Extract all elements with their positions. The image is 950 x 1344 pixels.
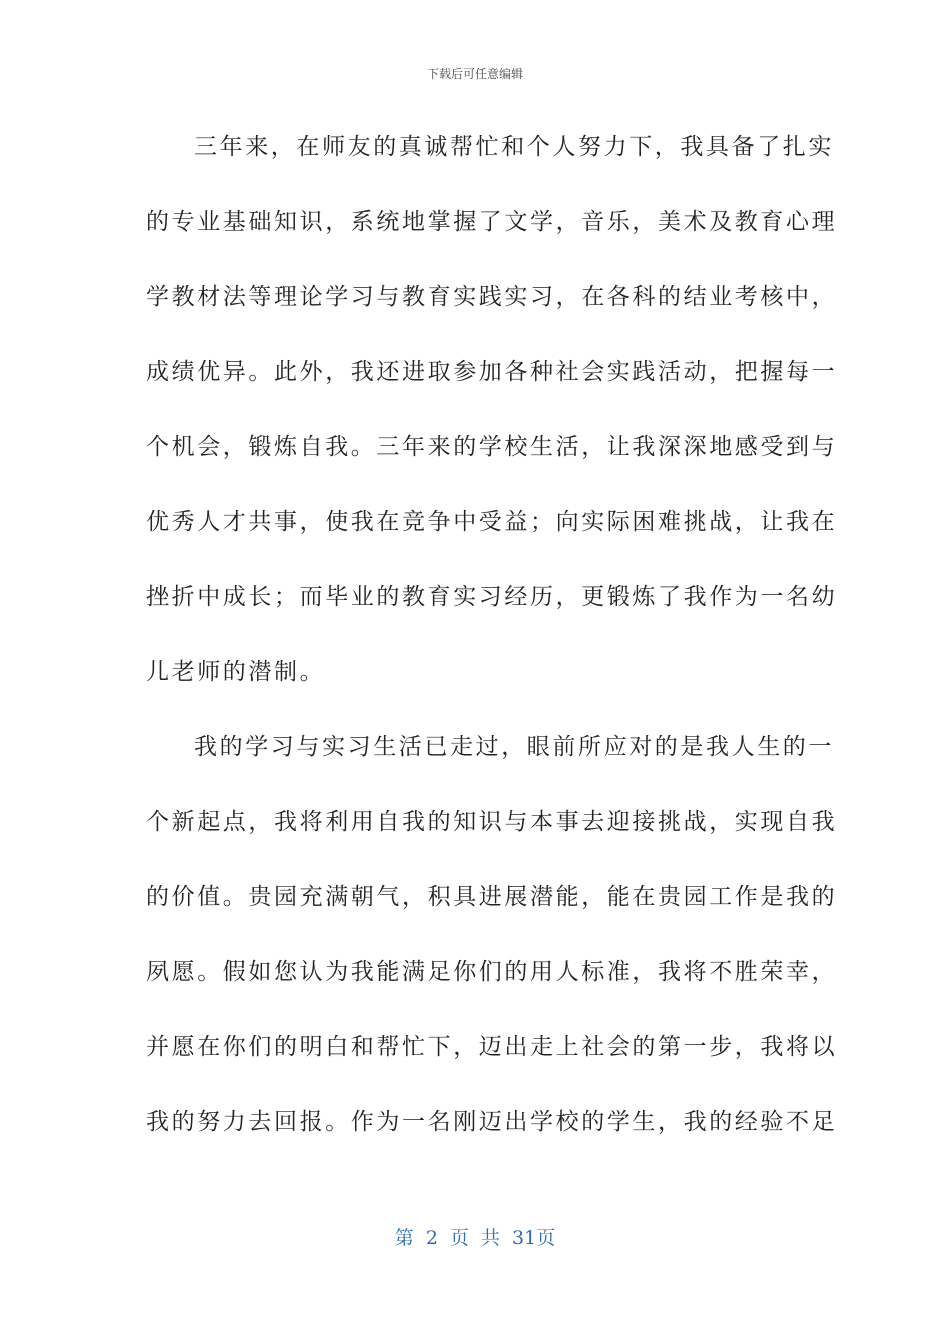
text-line: 挫折中成长；而毕业的教育实习经历，更锻炼了我作为一名幼 bbox=[146, 584, 838, 610]
paragraph bbox=[146, 724, 838, 1174]
text-line: 夙愿。假如您认为我能满足你们的用人标准，我将不胜荣幸， bbox=[146, 959, 838, 985]
text-line: 个新起点，我将利用自我的知识与本事去迎接挑战，实现自我 bbox=[146, 809, 838, 835]
text-line: 成绩优异。此外，我还进取参加各种社会实践活动，把握每一 bbox=[146, 359, 838, 385]
page-number-footer: 第 2 页 共 31页 bbox=[394, 1227, 556, 1249]
paragraph bbox=[146, 124, 838, 724]
text-line: 我的努力去回报。作为一名刚迈出学校的学生，我的经验不足 bbox=[146, 1109, 838, 1135]
page-header: 下载后可任意编辑 bbox=[426, 67, 523, 81]
text-line: 的价值。贵园充满朝气，积具进展潜能，能在贵园工作是我的 bbox=[146, 884, 838, 910]
text-line: 个机会，锻炼自我。三年来的学校生活，让我深深地感受到与 bbox=[146, 434, 838, 460]
text-line: 儿老师的潜制。 bbox=[146, 659, 326, 685]
text-line: 学教材法等理论学习与教育实践实习，在各科的结业考核中， bbox=[146, 284, 838, 310]
text-line: 优秀人才共事，使我在竞争中受益；向实际困难挑战，让我在 bbox=[146, 509, 838, 535]
document-body bbox=[146, 124, 838, 1174]
text-line: 并愿在你们的明白和帮忙下，迈出走上社会的第一步，我将以 bbox=[146, 1034, 838, 1060]
text-line: 三年来，在师友的真诚帮忙和个人努力下，我具备了扎实 bbox=[194, 134, 834, 160]
text-line: 我的学习与实习生活已走过，眼前所应对的是我人生的一 bbox=[194, 734, 834, 760]
text-line: 的专业基础知识，系统地掌握了文学，音乐，美术及教育心理 bbox=[146, 209, 838, 235]
